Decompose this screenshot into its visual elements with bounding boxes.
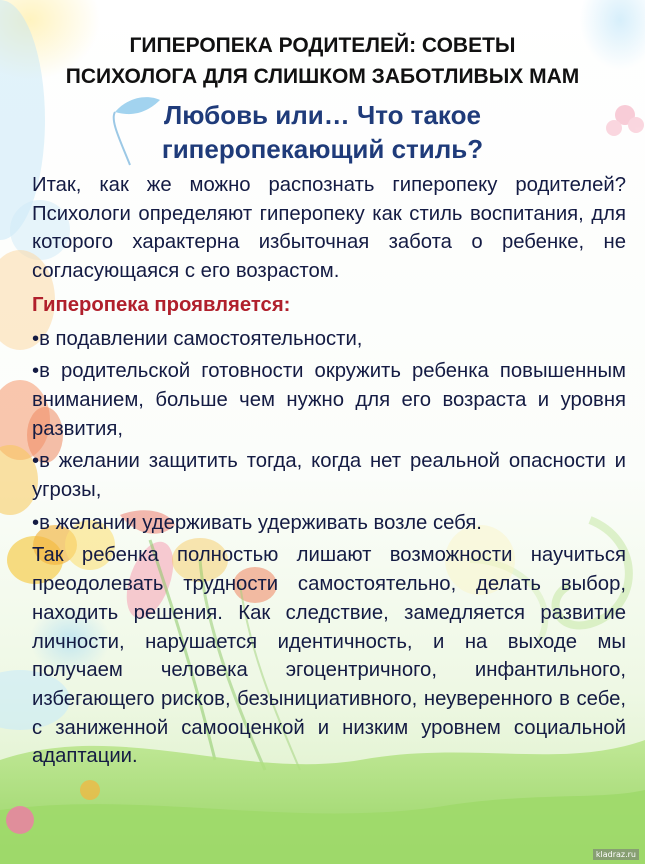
bullet-item: •в подавлении самостоятельности,	[32, 327, 363, 350]
bullet-item: •в желании удерживать удерживать возле себя.	[32, 511, 482, 534]
bullet-item: •в желании защитить тогда, когда нет реальной опасности и угрозы,	[32, 450, 626, 502]
article-body	[32, 171, 626, 776]
subtitle-line-2: гиперопекающий стиль?	[161, 134, 484, 164]
intro-paragraph: Итак, как же можно распознать гиперопеку родителей? Психологи определяют гиперопеку как стиль воспитания, для которого характерна избыточная забота о ребенке, не согласующаяся с его возрастом.	[32, 174, 626, 283]
page-title-line-1: ГИПЕРОПЕКА РОДИТЕЛЕЙ: СОВЕТЫ	[129, 34, 516, 57]
conclusion-paragraph: Так ребенка полностью лишают возможности научиться преодолевать трудности самостоятельно, делать выбор, находить решения. Как следствие, замедляется развитие личности, нарушается идентичность, и на выходе мы получаем человека эгоцентричного, инфантильного, избегающего рисков, безынициативного, неуверенного в себе, с заниженной самооценкой и низким уровнем социальной адаптации.	[32, 544, 626, 768]
bullet-item: •в родительской готовности окружить ребенка повышенным вниманием, больше чем нужно для его возраста и уровня развития,	[32, 360, 626, 440]
subtitle-line-1: Любовь или… Что такое	[164, 100, 481, 130]
section-heading: Гиперопека проявляется:	[32, 293, 291, 316]
page-title-line-2: ПСИХОЛОГА ДЛЯ СЛИШКОМ ЗАБОТЛИВЫХ МАМ	[65, 65, 580, 88]
watermark: kladraz.ru	[593, 849, 639, 860]
